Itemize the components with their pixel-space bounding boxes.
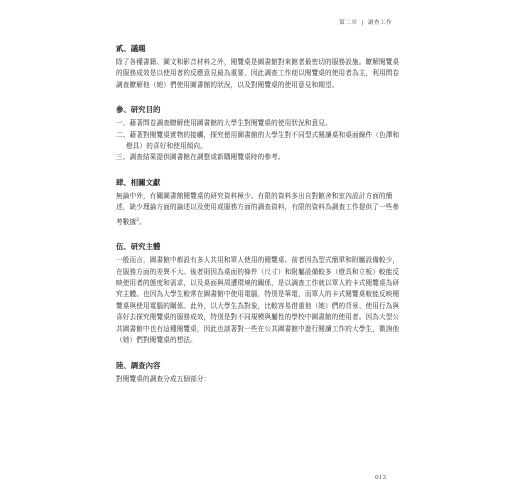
literature-tail: 。 bbox=[139, 217, 146, 226]
section-heading-literature: 肆、相關文獻 bbox=[116, 177, 161, 187]
header-section: 調查工作 bbox=[367, 20, 392, 26]
footnote-marker: 2 bbox=[136, 216, 140, 222]
header-chapter: 第二章 bbox=[339, 20, 358, 26]
section-paragraph-literature bbox=[116, 191, 404, 228]
section-heading-subject: 伍、研究主體 bbox=[116, 242, 161, 252]
section-paragraph-subject: 一般而言，圖書館中都設有多人共用和單人使用的閱覽桌。前者因為型式簡單和附屬設備較少，在服務方面的差異不大。後者則因為桌面的條件（尺寸）和附屬設備較多（燈具和立板）較能反映使用者的態度和需求，以及桌面與周遭環境的關係，是以調查工作就以單人的卡式閱覽桌為研究主體。也因為大學生較常在圖書館中使用電腦，特別是筆電，而單人的卡式閱覽桌較能反映閱覽桌與使用電腦的關係。此外，以大學生為對象，比較容易借重他（她）們的背景、使用行為與喜好去探究閱覽桌的服務成效，特別是對不同規模與屬性的學校中圖書館的使用者。因為大型公共圖書館中也有這種閱覽桌，因此也談著對一些在公共圖書館中進行閱讀工作的大學生，微詢他（她）們對閱覽桌的想法。 bbox=[116, 256, 400, 345]
header-separator: | bbox=[361, 20, 364, 26]
section-paragraph-content: 對閱覽桌的調查分成五個部分： bbox=[116, 374, 211, 383]
running-header bbox=[339, 17, 392, 26]
section-heading-content: 陸、調查內容 bbox=[116, 360, 161, 370]
purpose-item: 二、藉著對閱覽桌實物的接觸，探究使用圖書館的大學生對不同型式閱讀桌和桌面線件（色澤和燈具）的喜好和使用傾向。 bbox=[116, 130, 400, 151]
section-paragraph-issue: 除了各種書籍、圖文和影音材料之外，閱覽桌是圖書館對來館者最密切的服務設施。瞭解閱覽桌的服務成效是以使用者的反應意見最為重要，因此調查工作便以閱覽桌的使用者為主，利用問卷調查瞭解他（她）們使用圖書館的狀況，以及對閱覽桌的使用意見和期望。 bbox=[116, 58, 400, 89]
purpose-item: 三、調查結果提供圖書館在調整或新購閱覽桌時的參考。 bbox=[116, 153, 285, 162]
purpose-item: 一、藉著問卷調查瞭解使用圖書館的大學生對閱覽桌的使用狀況和意見。 bbox=[116, 119, 332, 128]
section-heading-issue: 貳、議題 bbox=[116, 44, 146, 53]
page-body bbox=[116, 40, 404, 385]
page-number: 013 bbox=[375, 475, 387, 481]
literature-text: 無論中外，有關圖書館閱覽桌的研究資料極少。有限的資料多出自對館舍和室內設計方面的簡述，缺少理論方面的論述以及使用或服務方面的調查資料，有限的資料為調查工作提供了一些參考數據 bbox=[116, 191, 400, 226]
section-heading-purpose: 參、研究目的 bbox=[116, 105, 161, 115]
